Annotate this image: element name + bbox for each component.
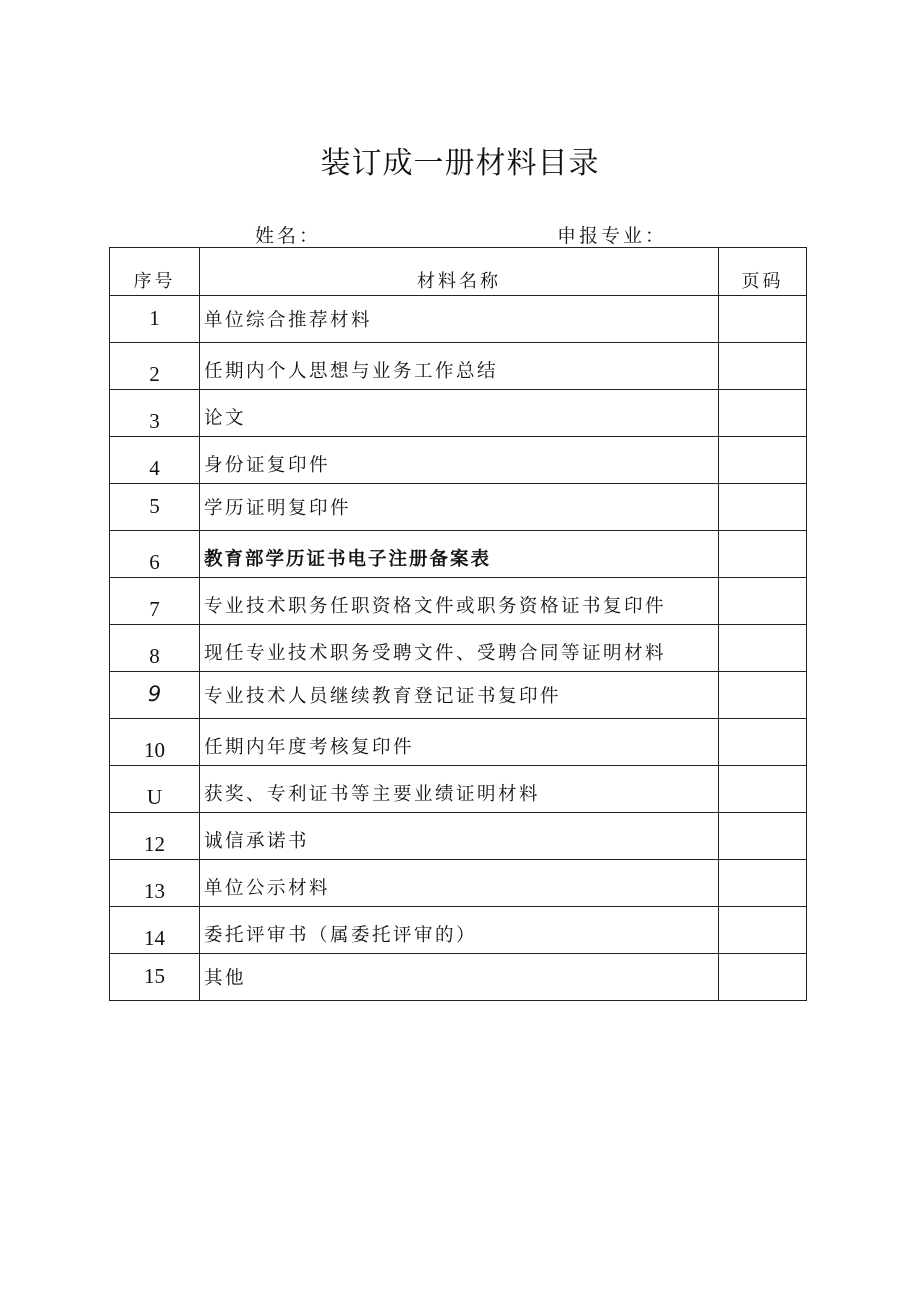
row-material-name: 专业技术人员继续教育登记证书复印件 <box>200 672 719 719</box>
table-row <box>110 954 807 1001</box>
row-number: 3 <box>110 390 200 437</box>
document-title: 装订成一册材料目录 <box>320 146 600 181</box>
row-number: 6 <box>110 531 200 578</box>
row-number: 5 <box>110 484 200 531</box>
table-row <box>110 484 807 531</box>
row-page-cell[interactable] <box>719 343 807 390</box>
row-material-name: 单位综合推荐材料 <box>200 296 719 343</box>
row-number: 8 <box>110 625 200 672</box>
table-row <box>110 907 807 954</box>
row-page-cell[interactable] <box>719 813 807 860</box>
row-material-name: 身份证复印件 <box>200 437 719 484</box>
header-number: 序号 <box>110 248 200 296</box>
row-material-name: 论文 <box>200 390 719 437</box>
row-material-name: 单位公示材料 <box>200 860 719 907</box>
row-page-cell[interactable] <box>719 719 807 766</box>
row-material-name: 其他 <box>200 954 719 1001</box>
table-row <box>110 531 807 578</box>
table-row <box>110 296 807 343</box>
row-number: 4 <box>110 437 200 484</box>
table-row <box>110 625 807 672</box>
table-row <box>110 343 807 390</box>
row-number: U <box>110 766 200 813</box>
table-row <box>110 860 807 907</box>
table-row <box>110 766 807 813</box>
row-page-cell[interactable] <box>719 296 807 343</box>
row-material-name: 任期内个人思想与业务工作总结 <box>200 343 719 390</box>
row-page-cell[interactable] <box>719 484 807 531</box>
row-page-cell[interactable] <box>719 860 807 907</box>
table-row <box>110 672 807 719</box>
row-page-cell[interactable] <box>719 578 807 625</box>
row-material-name: 专业技术职务任职资格文件或职务资格证书复印件 <box>200 578 719 625</box>
row-number: 13 <box>110 860 200 907</box>
materials-table <box>109 247 807 1001</box>
table-row <box>110 578 807 625</box>
row-material-name: 委托评审书（属委托评审的） <box>200 907 719 954</box>
row-page-cell[interactable] <box>719 531 807 578</box>
row-page-cell[interactable] <box>719 954 807 1001</box>
table-row <box>110 719 807 766</box>
major-label: 申报专业： <box>557 225 668 247</box>
row-number: 1 <box>110 296 200 343</box>
table-row <box>110 813 807 860</box>
table-row <box>110 390 807 437</box>
row-number: 15 <box>110 954 200 1001</box>
row-material-name: 任期内年度考核复印件 <box>200 719 719 766</box>
row-page-cell[interactable] <box>719 907 807 954</box>
row-page-cell[interactable] <box>719 672 807 719</box>
row-page-cell[interactable] <box>719 766 807 813</box>
row-page-cell[interactable] <box>719 390 807 437</box>
row-number: 9 <box>110 672 200 719</box>
row-number: 2 <box>110 343 200 390</box>
row-material-name: 获奖、专利证书等主要业绩证明材料 <box>200 766 719 813</box>
row-page-cell[interactable] <box>719 625 807 672</box>
row-material-name: 诚信承诺书 <box>200 813 719 860</box>
table-row <box>110 437 807 484</box>
row-number: 14 <box>110 907 200 954</box>
row-material-name: 教育部学历证书电子注册备案表 <box>200 531 719 578</box>
header-page: 页码 <box>719 248 807 296</box>
header-material: 材料名称 <box>200 248 719 296</box>
row-page-cell[interactable] <box>719 437 807 484</box>
row-number: 12 <box>110 813 200 860</box>
name-label: 姓名： <box>255 225 322 247</box>
row-material-name: 学历证明复印件 <box>200 484 719 531</box>
row-number: 10 <box>110 719 200 766</box>
row-material-name: 现任专业技术职务受聘文件、受聘合同等证明材料 <box>200 625 719 672</box>
row-number: 7 <box>110 578 200 625</box>
table-header-row <box>110 248 807 296</box>
